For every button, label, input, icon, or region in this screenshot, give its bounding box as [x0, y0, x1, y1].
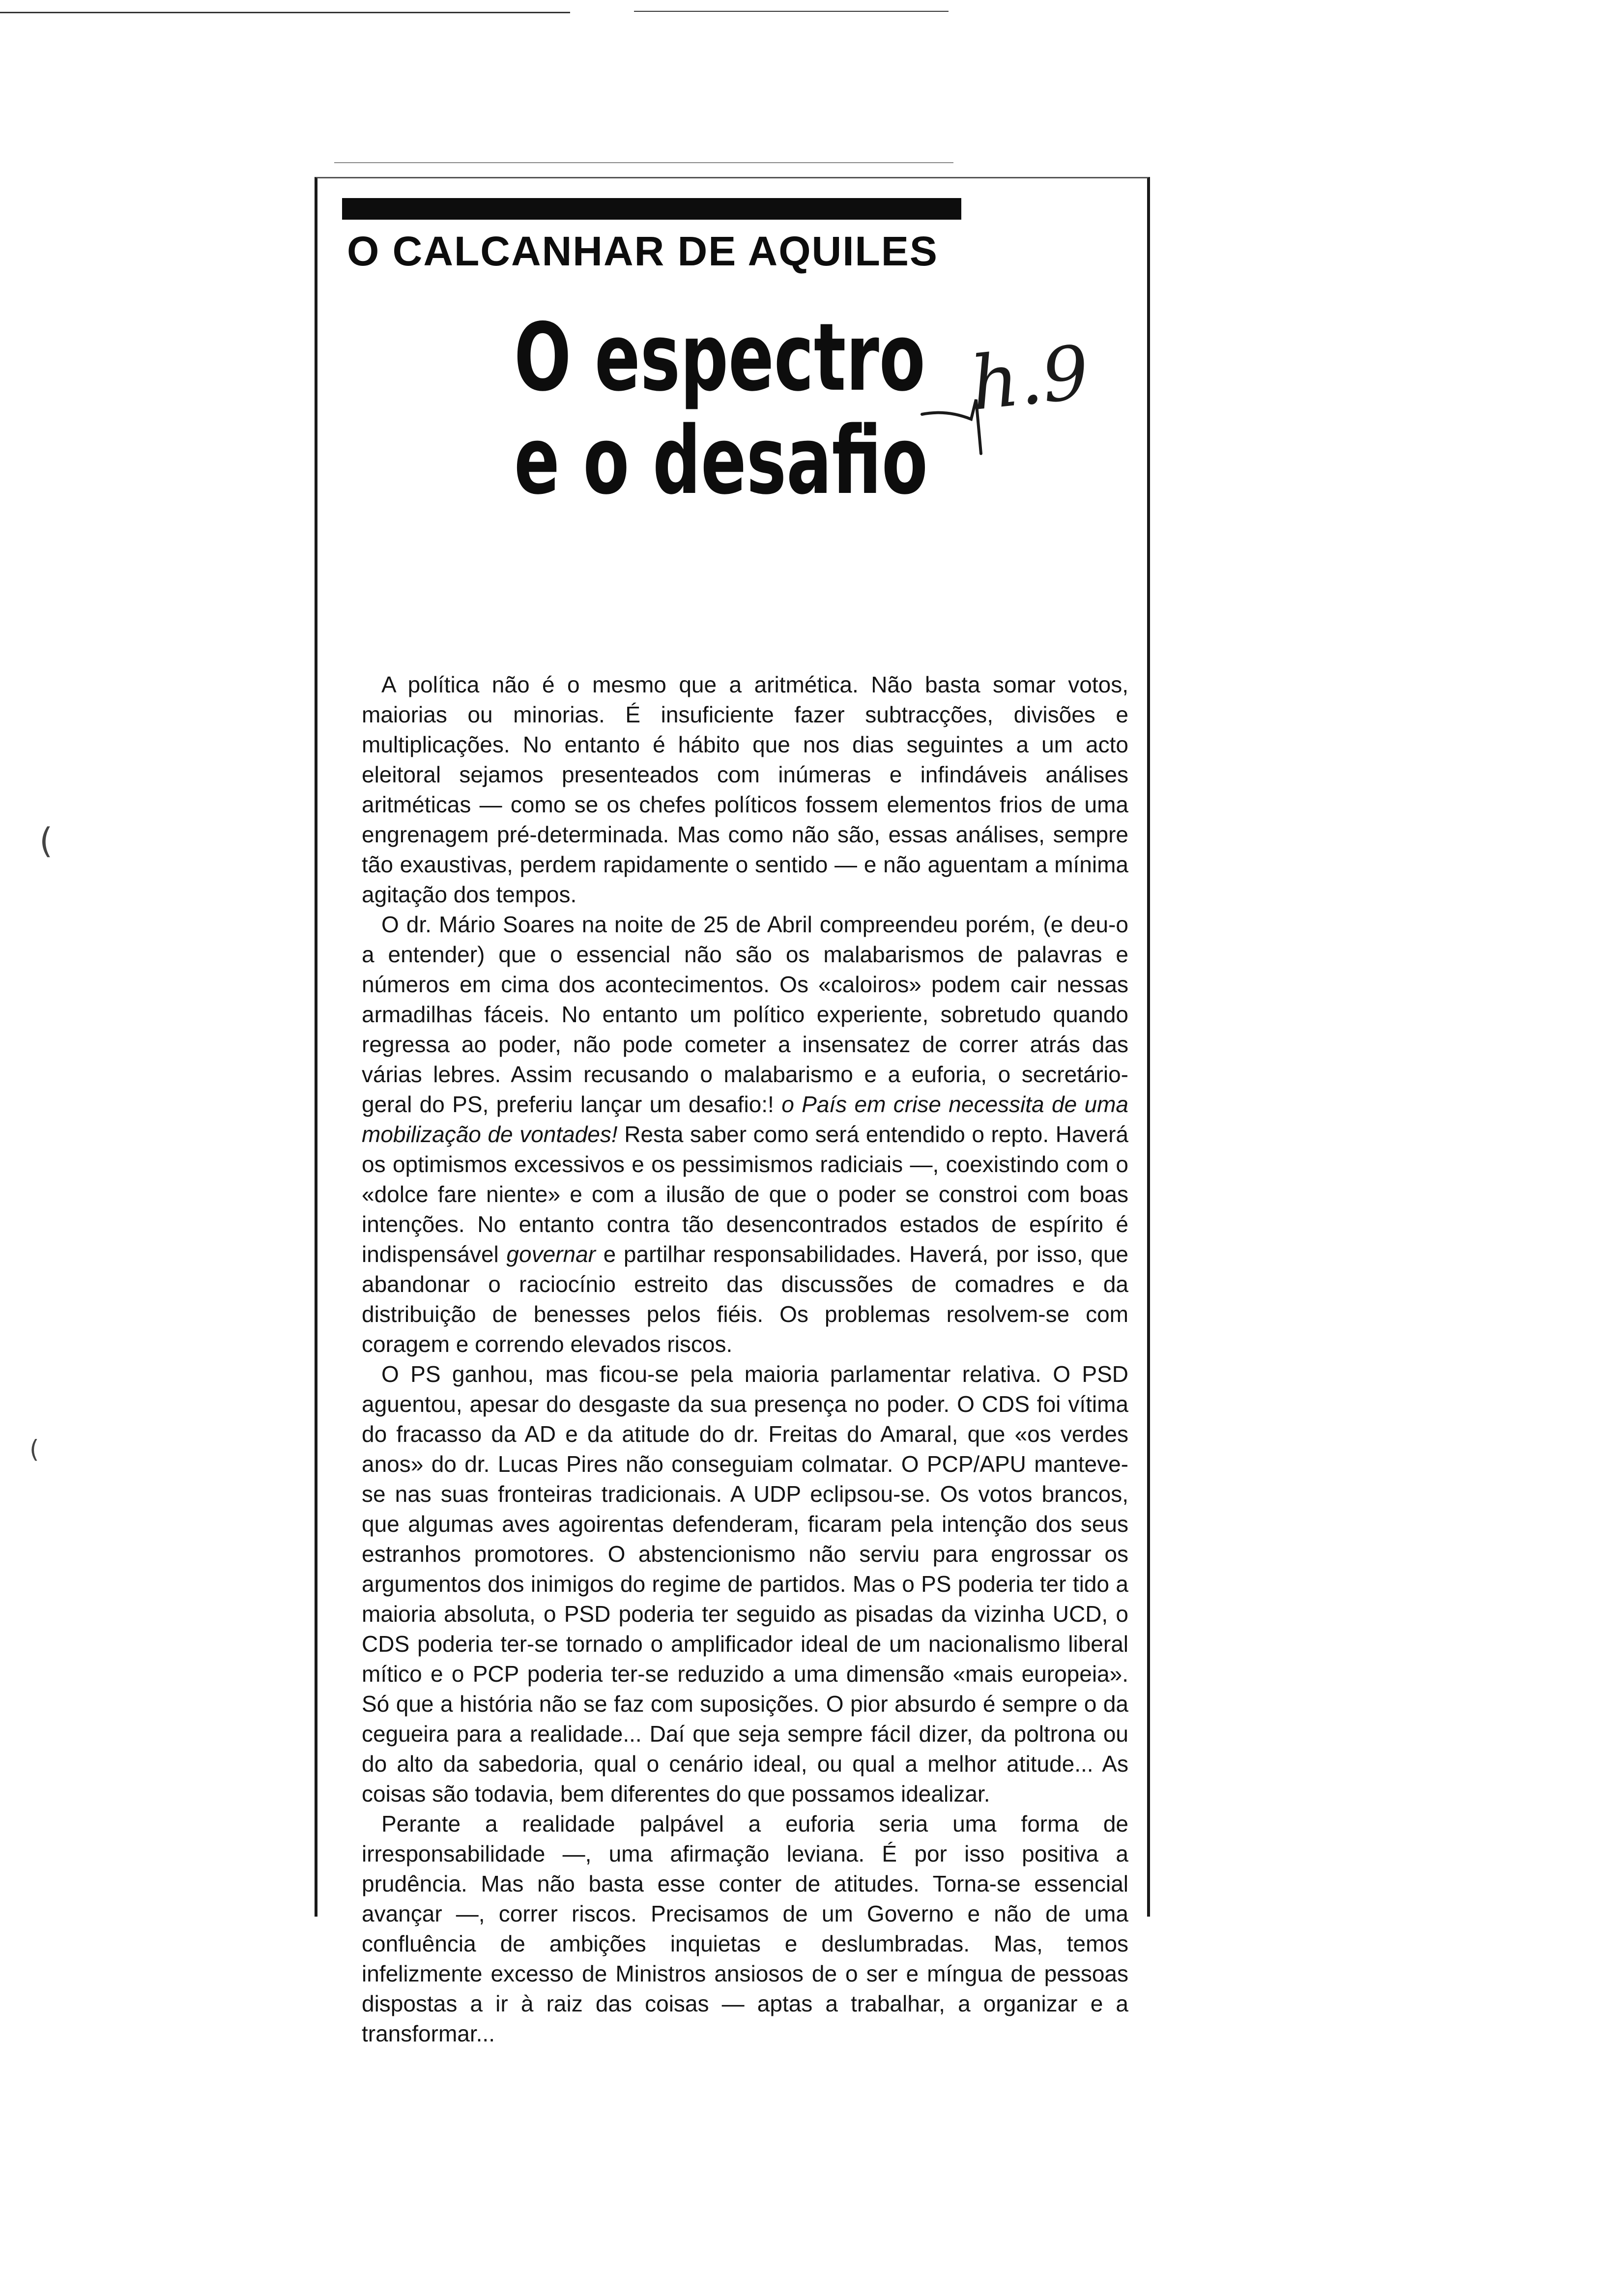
header-rule-bar: [342, 198, 961, 220]
paragraph-text: e partilhar responsabilidades. Haverá, por isso, que abandonar o raciocínio estreito das discussões de comadres e da distribuição de benesses pelos fiéis. Os problemas resolvem-se com coragem e correndo elevados riscos.: [362, 1241, 1128, 1357]
headline-line-2: e o desafio: [514, 406, 928, 515]
headline-line-1: O espectro: [514, 303, 925, 412]
article-clipping: [315, 177, 1150, 2046]
scan-edge-line: [634, 11, 949, 12]
emphasis-text: o País em crise necessita de uma mobilização de vontades!: [362, 1091, 1128, 1147]
paragraph-text: Perante a realidade palpável a euforia seria uma forma de irresponsabilidade —, uma afirmação leviana. É por isso positiva a prudência. Mas não basta esse conter de atitudes. Torna-se essencial avançar —, correr riscos. Precisamos de um Governo e não de uma confluência de ambições inquietas e deslumbradas. Mas, temos infelizmente excesso de Ministros ansiosos de o ser e míngua de pessoas dispostas a ir à raiz das coisas — aptas a trabalhar, a organizar e a transformar...: [362, 1811, 1128, 2046]
paragraph-text: A política não é o mesmo que a aritmética. Não basta somar votos, maiorias ou minorias. É insuficiente fazer subtracções, divisões e multiplicações. No entanto é hábito que nos dias seguintes a um acto eleitoral sejamos presenteados com inúmeras e infindáveis análises aritméticas — como se os chefes políticos fossem elementos frios de uma engrenagem pré-determinada. Mas como não são, essas análises, sempre tão exaustivas, perdem rapidamente o sentido — e não aguentam a mínima agitação dos tempos.: [362, 672, 1128, 907]
handwritten-annotation: h.9: [967, 329, 1094, 428]
article-paragraph: [362, 670, 1128, 910]
article-paragraph: [362, 910, 1128, 1359]
article-paragraph: [362, 1809, 1128, 2049]
scan-edge-line: [0, 12, 570, 13]
scan-edge-line: [334, 162, 953, 163]
paragraph-text: O PS ganhou, mas ficou-se pela maioria parlamentar relativa. O PSD aguentou, apesar do desgaste da sua presença no poder. O CDS foi vítima do fracasso da AD e da atitude do dr. Freitas do Amaral, que «os verdes anos» do dr. Lucas Pires não conseguiam colmatar. O PCP/APU manteve-se nas suas fronteiras tradicionais. A UDP eclipsou-se. Os votos brancos, que algumas aves agoirentas defenderam, ficaram pela intenção dos seus estranhos promotores. O abstencionismo não serviu para engrossar os argumentos dos inimigos do regime de partidos. Mas o PS poderia ter tido a maioria absoluta, o PSD poderia ter seguido as pisadas da vizinha UCD, o CDS poderia ter-se tornado o amplificador ideal de um nacionalismo liberal mítico e o PCP poderia ter-se reduzido a uma dimensão «mais europeia». Só que a história não se faz com suposições. O pior absurdo é sempre o da cegueira para a realidade... Daí que seja sempre fácil dizer, da poltrona ou do alto da sabedoria, qual o cenário ideal, ou qual a melhor atitude... As coisas são todavia, bem diferentes do que possamos idealizar.: [362, 1361, 1128, 1807]
headline: [514, 303, 928, 515]
article-paragraph: [362, 1359, 1128, 1809]
margin-mark: (: [39, 821, 53, 861]
section-title: O CALCANHAR DE AQUILES: [347, 228, 938, 274]
margin-mark: (: [29, 1435, 39, 1464]
emphasis-text: governar: [506, 1241, 596, 1267]
paragraph-text: O dr. Mário Soares na noite de 25 de Abril compreendeu porém, (e deu-o a entender) que o essencial não são os malabarismos de palavras e números em cima dos acontecimentos. Os «caloiros» podem cair nessas armadilhas fáceis. No entanto um político experiente, sobretudo quando regressa ao poder, não pode cometer a insensatez de correr atrás das várias lebres. Assim recusando o malabarismo e a euforia, o secretário-geral do PS, preferiu lançar um desafio:!: [362, 912, 1128, 1117]
article-body: [362, 670, 1128, 2049]
paragraph-text: Resta saber como será entendido o repto. Haverá os optimismos excessivos e os pessimismos radiciais —, coexistindo com o «dolce fare niente» e com a ilusão de que o poder se constroi com boas intenções. No entanto contra tão desencontrados estados de espírito é indispensável: [362, 1121, 1128, 1267]
